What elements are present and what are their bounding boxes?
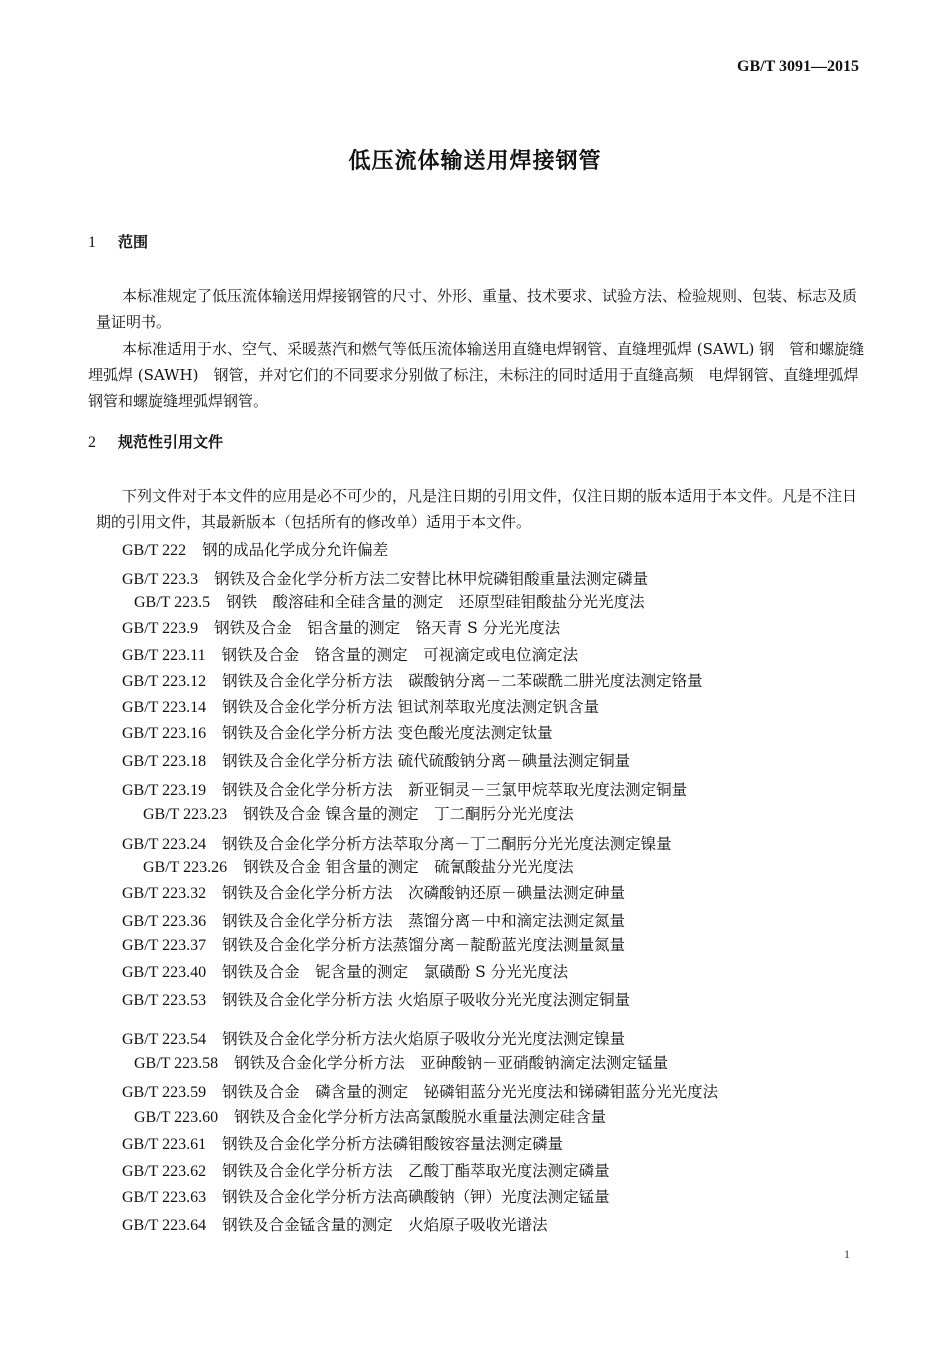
reference-item: [122, 988, 630, 1010]
reference-code: GB/T 223.37: [122, 937, 207, 954]
reference-code: GB/T 223.53: [122, 992, 207, 1009]
references-intro-paragraph: 下列文件对于本文件的应用是必不可少的，凡是注日期的引用文件，仅注日期的版本适用于本文件。凡是不注日期的引用文件，其最新版本（包括所有的修改单）适用于本文件。: [96, 487, 858, 531]
section-number: 2: [88, 434, 96, 451]
reference-code: GB/T 223.59: [122, 1084, 207, 1101]
reference-code: GB/T 223.61: [122, 1136, 207, 1153]
reference-code: GB/T 223.32: [122, 885, 207, 902]
reference-title: 钢铁及合金化学分析方法蒸馏分离－靛酚蓝光度法测量氮量: [222, 936, 626, 954]
reference-code: GB/T 223.40: [122, 964, 207, 981]
reference-item: [122, 538, 388, 560]
reference-item: [122, 960, 568, 982]
section-heading-scope: [88, 231, 148, 252]
reference-item: [122, 695, 599, 717]
reference-code: GB/T 223.24: [122, 836, 207, 853]
reference-item: [122, 1027, 625, 1049]
reference-code: GB/T 223.62: [122, 1163, 207, 1180]
reference-code: GB/T 223.3: [122, 571, 199, 588]
section-number: 1: [88, 234, 96, 251]
reference-title: 钢铁及合金 镍含量的测定 丁二酮肟分光光度法: [243, 805, 574, 823]
reference-code: GB/T 223.54: [122, 1031, 207, 1048]
standard-code: GB/T 3091—2015: [737, 58, 859, 75]
reference-code: GB/T 223.19: [122, 782, 207, 799]
reference-code: GB/T 223.14: [122, 699, 207, 716]
reference-title: 钢铁及合金化学分析方法磷钼酸铵容量法测定磷量: [222, 1135, 564, 1153]
reference-title: 钢铁及合金 铬含量的测定 可视滴定或电位滴定法: [221, 646, 579, 664]
document-title: 低压流体输送用焊接钢管: [348, 149, 602, 174]
reference-code: GB/T 223.16: [122, 725, 207, 742]
reference-item: [134, 1051, 668, 1073]
reference-code: GB/T 222: [122, 542, 187, 559]
reference-title: 钢铁及合金化学分析方法高氯酸脱水重量法测定硅含量: [234, 1108, 607, 1126]
reference-item: [134, 1105, 606, 1127]
reference-title: 钢铁及合金化学分析方法 亚砷酸钠－亚硝酸钠滴定法测定锰量: [234, 1054, 669, 1072]
reference-code: GB/T 223.63: [122, 1189, 207, 1206]
reference-item: [143, 802, 574, 824]
reference-title: 钢铁及合金化学分析方法 碳酸钠分离－二苯碳酰二肼光度法测定铬量: [222, 672, 703, 690]
reference-title: 钢铁及合金化学分析方法 次磷酸钠还原－碘量法测定砷量: [222, 884, 626, 902]
reference-code: GB/T 223.9: [122, 620, 199, 637]
reference-title: 钢铁及合金 铝含量的测定 铬天青 S 分光光度法: [214, 619, 561, 637]
reference-title: 钢的成品化学成分允许偏差: [202, 541, 389, 559]
reference-item: [122, 567, 648, 589]
section-heading-normative-references: [88, 431, 223, 452]
reference-title: 钢铁及合金化学分析方法 硫代硫酸钠分离－碘量法测定铜量: [222, 752, 631, 770]
reference-title: 钢铁及合金化学分析方法 蒸馏分离－中和滴定法测定氮量: [222, 912, 626, 930]
reference-item: [122, 1080, 718, 1102]
reference-title: 钢铁及合金化学分析方法 钽试剂萃取光度法测定钒含量: [222, 698, 600, 716]
reference-code: GB/T 223.64: [122, 1217, 207, 1234]
reference-item: [122, 1132, 563, 1154]
reference-item: [122, 832, 672, 854]
reference-title: 钢铁及合金化学分析方法 变色酸光度法测定钛量: [222, 724, 553, 742]
reference-item: [122, 881, 625, 903]
reference-title: 钢铁及合金化学分析方法 新亚铜灵－三氯甲烷萃取光度法测定铜量: [222, 781, 688, 799]
scope-paragraph-1: 本标准规定了低压流体输送用焊接钢管的尺寸、外形、重量、技术要求、试验方法、检验规则、包装、标志及质量证明书。: [96, 287, 858, 331]
reference-code: GB/T 223.58: [134, 1055, 219, 1072]
reference-item: [122, 1185, 610, 1207]
reference-code: GB/T 223.12: [122, 673, 207, 690]
reference-title: 钢铁及合金化学分析方法 火焰原子吸收分光光度法测定铜量: [222, 991, 631, 1009]
section-title: 范围: [118, 233, 149, 251]
reference-item: [134, 590, 645, 612]
reference-item: [122, 1159, 610, 1181]
reference-item: [122, 933, 625, 955]
reference-title: 钢铁及合金锰含量的测定 火焰原子吸收光谱法: [222, 1216, 548, 1234]
reference-code: GB/T 223.60: [134, 1109, 219, 1126]
reference-item: [122, 749, 630, 771]
section-title: 规范性引用文件: [118, 433, 224, 451]
reference-item: [122, 721, 553, 743]
scope-paragraph-2: 本标准适用于水、空气、采暖蒸汽和燃气等低压流体输送用直缝电焊钢管、直缝埋弧焊 (SAWL) 钢 管和螺旋缝埋弧焊 (SAWH) 钢管，并对它们的不同要求分别做了标注，未标注的同时适用于直缝高频 电焊钢管、直缝埋弧焊钢管和螺旋缝埋弧焊钢管。: [88, 340, 865, 410]
reference-item: [122, 778, 687, 800]
reference-code: GB/T 223.26: [143, 859, 228, 876]
reference-item: [122, 1213, 548, 1235]
reference-item: [122, 909, 625, 931]
reference-item: [143, 855, 574, 877]
reference-title: 钢铁及合金化学分析方法二安替比林甲烷磷钼酸重量法测定磷量: [214, 570, 649, 588]
reference-code: GB/T 223.18: [122, 753, 207, 770]
reference-title: 钢铁及合金化学分析方法 乙酸丁酯萃取光度法测定磷量: [222, 1162, 610, 1180]
page-number: 1: [844, 1247, 850, 1261]
reference-title: 钢铁及合金化学分析方法高碘酸钠（钾）光度法测定锰量: [222, 1188, 610, 1206]
reference-item: [122, 616, 560, 638]
reference-title: 钢铁及合金化学分析方法萃取分离－丁二酮肟分光光度法测定镍量: [222, 835, 672, 853]
reference-title: 钢铁及合金 磷含量的测定 铋磷钼蓝分光光度法和锑磷钼蓝分光光度法: [222, 1083, 719, 1101]
reference-title: 钢铁 酸溶硅和全硅含量的测定 还原型硅钼酸盐分光光度法: [226, 593, 645, 611]
reference-item: [122, 643, 578, 665]
reference-item: [122, 669, 703, 691]
reference-code: GB/T 223.36: [122, 913, 207, 930]
reference-code: GB/T 223.11: [122, 647, 206, 664]
reference-title: 钢铁及合金 铌含量的测定 氯磺酚 S 分光光度法: [222, 963, 569, 981]
reference-code: GB/T 223.23: [143, 806, 228, 823]
reference-code: GB/T 223.5: [134, 594, 211, 611]
reference-title: 钢铁及合金 钼含量的测定 硫氰酸盐分光光度法: [243, 858, 574, 876]
reference-title: 钢铁及合金化学分析方法火焰原子吸收分光光度法测定镍量: [222, 1030, 626, 1048]
